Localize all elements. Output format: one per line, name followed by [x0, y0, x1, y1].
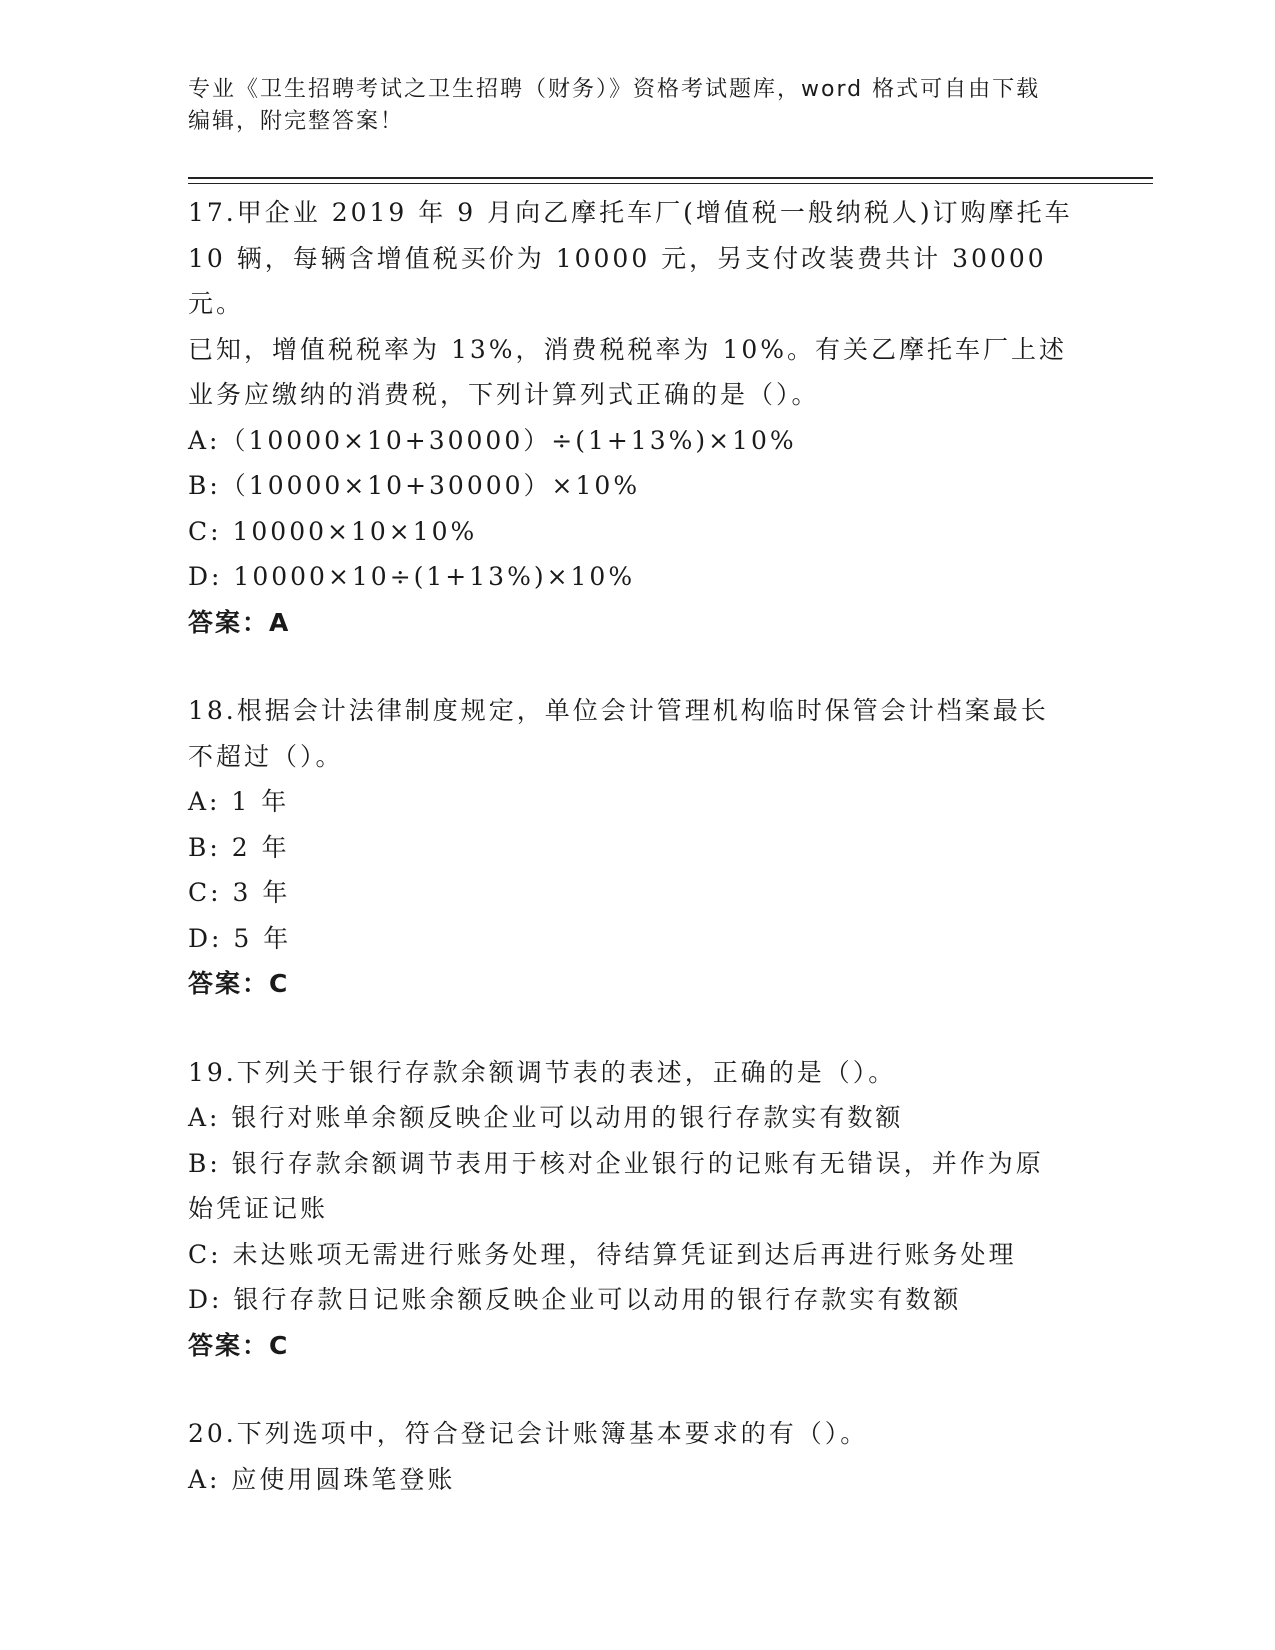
answer-label: 答案：A [188, 607, 291, 637]
option-a: A:（10000×10+30000）÷(1+13%)×10% [188, 425, 797, 455]
question-18 [188, 688, 1088, 1007]
option-b: B:（10000×10+30000）×10% [188, 471, 641, 500]
option-c: C: 3 年 [188, 878, 291, 907]
question-gap [188, 1368, 1088, 1411]
question-stem-line: 17.甲企业 2019 年 9 月向乙摩托车厂(增值税一般纳税人)订购摩托车 [188, 198, 1073, 227]
header-line-1: 专业《卫生招聘考试之卫生招聘（财务）》资格考试题库，word 格式可自由下载 [188, 77, 1041, 102]
option-c: C: 未达账项无需进行账务处理，待结算凭证到达后再进行账务处理 [188, 1239, 1017, 1269]
header-rule-thick [188, 177, 1153, 179]
question-stem-line: 19.下列关于银行存款余额调节表的表述，正确的是（）。 [188, 1057, 897, 1087]
question-stem-line: 18.根据会计法律制度规定，单位会计管理机构临时保管会计档案最长 [188, 696, 1049, 725]
question-20 [188, 1411, 1088, 1502]
header-rule-thin [188, 183, 1153, 184]
question-stem-line: 10 辆，每辆含增值税买价为 10000 元，另支付改装费共计 30000 元。 [188, 243, 1047, 318]
question-gap [188, 1007, 1088, 1050]
question-stem-line: 不超过（）。 [188, 741, 344, 771]
document-header [188, 74, 1088, 138]
option-d: D: 5 年 [188, 923, 292, 953]
question-stem-line: 业务应缴纳的消费税，下列计算列式正确的是（）。 [188, 380, 820, 409]
option-c: C: 10000×10×10% [188, 516, 478, 546]
answer-label: 答案：C [188, 1330, 290, 1360]
question-stem-line: 20.下列选项中，符合登记会计账簿基本要求的有（）。 [188, 1419, 869, 1448]
question-gap [188, 645, 1088, 688]
option-b-continued: 始凭证记账 [188, 1194, 329, 1223]
option-d: D: 10000×10÷(1+13%)×10% [188, 562, 636, 591]
option-b: B: 2 年 [188, 832, 290, 862]
question-stem-line: 已知，增值税税率为 13%，消费税税率为 10%。有关乙摩托车厂上述 [188, 334, 1068, 364]
option-a: A: 1 年 [188, 787, 290, 816]
header-line-2: 编辑，附完整答案！ [188, 109, 405, 134]
option-b: B: 银行存款余额调节表用于核对企业银行的记账有无错误，并作为原 [188, 1148, 1044, 1178]
option-a: A: 银行对账单余额反映企业可以动用的银行存款实有数额 [188, 1103, 904, 1132]
answer-label: 答案：C [188, 969, 290, 998]
question-list [188, 190, 1088, 1502]
option-d: D: 银行存款日记账余额反映企业可以动用的银行存款实有数额 [188, 1285, 962, 1314]
question-19 [188, 1050, 1088, 1369]
question-17 [188, 190, 1088, 645]
option-a: A: 应使用圆珠笔登账 [188, 1464, 456, 1494]
